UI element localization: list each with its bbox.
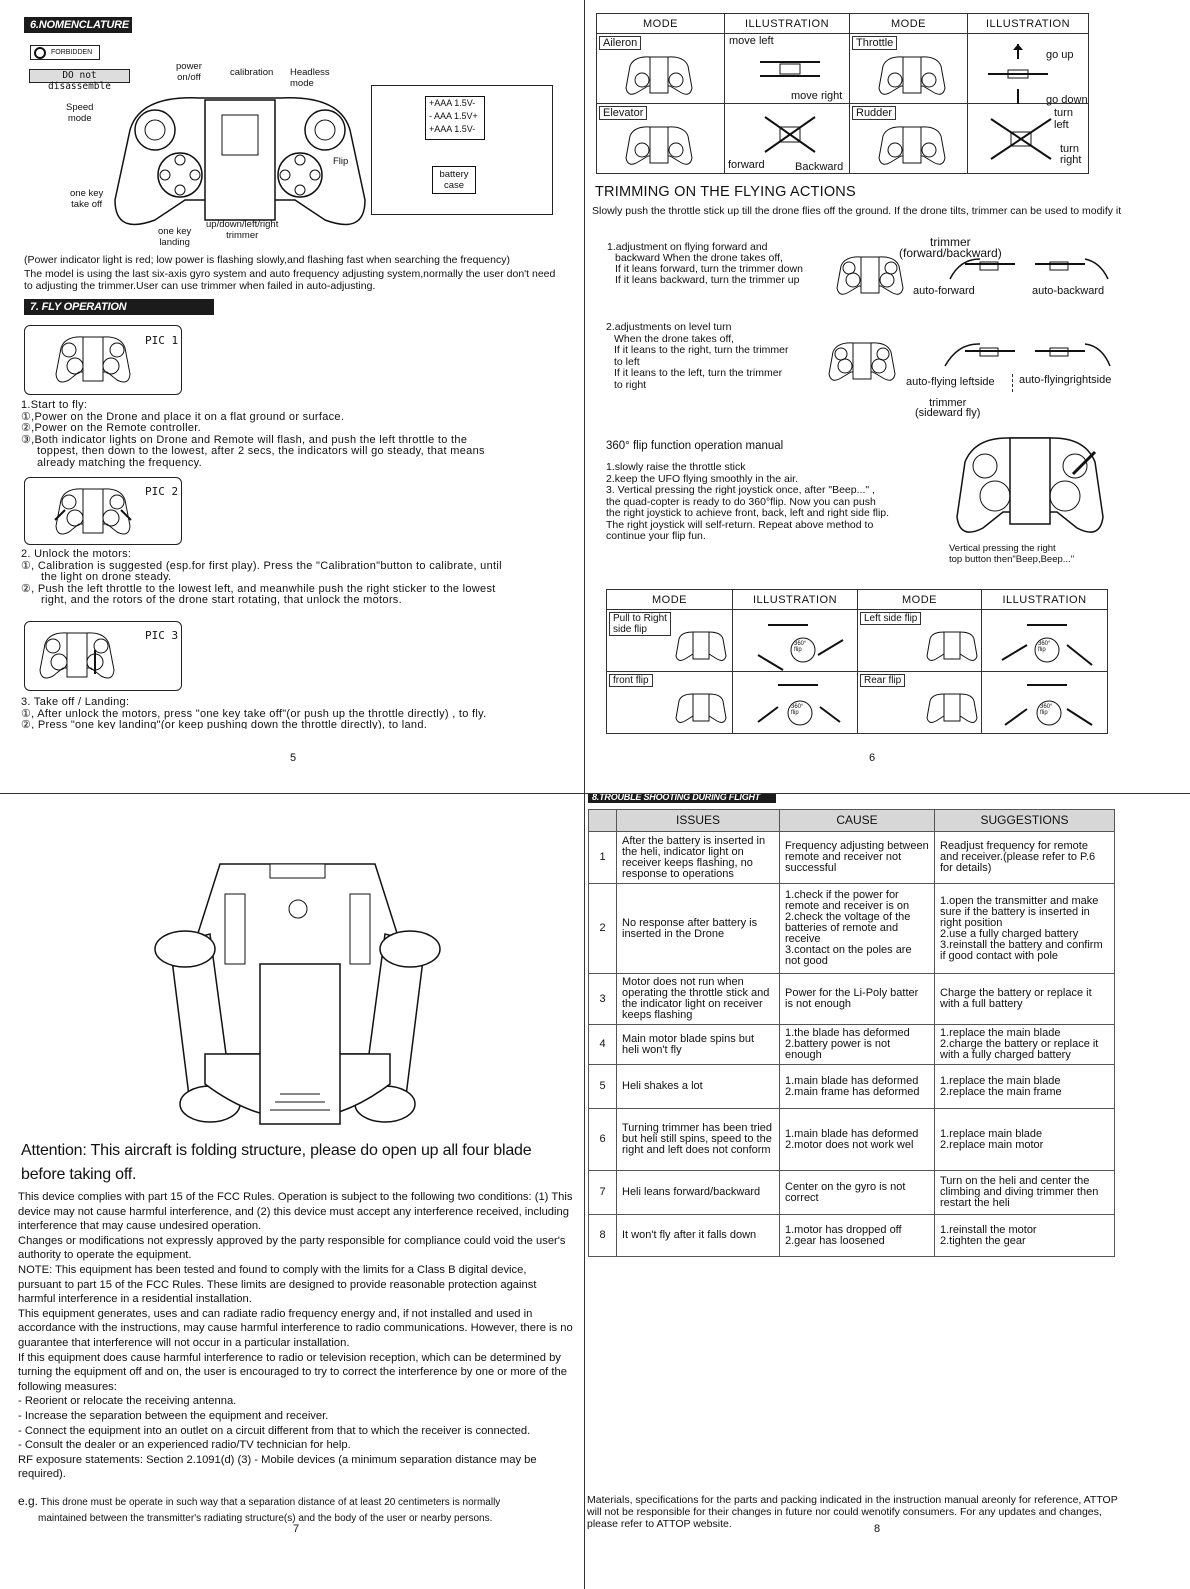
table-row xyxy=(589,1065,1115,1109)
fcc-statement xyxy=(18,1190,573,1482)
trimming-intro: Slowly push the throttle stick up till the drone flies off the ground. If the drone tilts, trimmer can be used to modify it xyxy=(592,205,1122,217)
mode-table xyxy=(596,13,1089,174)
flip-line: the quad-copter is ready to do 360°flip. Now you can push xyxy=(606,495,876,508)
nomenclature-heading: 6.NOMENCLATURE xyxy=(24,17,132,33)
do-not-disassemble-label: DO not disassemble xyxy=(29,69,130,83)
trim-2 xyxy=(606,322,836,391)
turn-right-label: turn right xyxy=(1060,143,1082,166)
page-number: 8 xyxy=(873,1523,881,1535)
illustration-header: ILLUSTRATION xyxy=(968,14,1089,34)
row-number: 6 xyxy=(589,1109,617,1171)
fcc-paragraph: - Consult the dealer or an experienced radio/TV technician for help. xyxy=(18,1439,351,1452)
flip-caption: Vertical pressing the right top button then"Beep,Beep..." xyxy=(949,543,1075,565)
auto-backward-label: auto-backward xyxy=(1032,285,1105,297)
mode-elevator xyxy=(597,104,725,174)
battery-diagram xyxy=(371,85,553,215)
mode-rudder xyxy=(850,104,968,174)
row-issue: After the battery is inserted in the heli, indicator light on receiver keeps flashing, no response to operations xyxy=(617,832,780,884)
trim-2-trimmer-label: trimmer (sideward fly) xyxy=(915,397,981,419)
table-row xyxy=(589,884,1115,974)
row-cause: 1.motor has dropped off 2.gear has loosened xyxy=(780,1215,935,1257)
flip-front-illustration xyxy=(733,672,858,734)
fcc-paragraph: NOTE: This equipment has been tested and found to comply with the limits for a Class B digital device, pursuant to part 15 of the FCC Rules. These limits are designed to provide reasonable protection against harmful interference in a residential installation. xyxy=(18,1263,537,1306)
row-cause: 1.main blade has deformed 2.main frame has deformed xyxy=(780,1065,935,1109)
move-left-label: move left xyxy=(729,35,774,47)
trim-2-line: If it leans to the right, turn the trimmer xyxy=(614,344,789,356)
mode-throttle xyxy=(850,34,968,104)
pic-1 xyxy=(24,325,182,395)
fcc-paragraph: RF exposure statements: Section 2.1091(d) (3) - Mobile devices (a minimum separation distance may be required). xyxy=(18,1453,537,1481)
label-flip: Flip xyxy=(333,156,349,167)
row-issue: It won't fly after it falls down xyxy=(617,1215,780,1257)
header-issues: ISSUES xyxy=(617,810,780,832)
table-row xyxy=(589,1171,1115,1215)
flip-line: continue your flip fun. xyxy=(606,530,706,542)
flip-badge: 360° flip xyxy=(1038,641,1051,653)
row-issue: Heli leans forward/backward xyxy=(617,1171,780,1215)
auto-forward-label: auto-forward xyxy=(913,285,975,297)
flip-line: 2.keep the UFO flying smoothly in the air. xyxy=(606,472,799,485)
move-right-label: move right xyxy=(791,90,843,102)
label-one-key-landing: one key landing xyxy=(158,226,192,248)
step-1-line: ①,Power on the Drone and place it on a flat ground or surface. xyxy=(21,410,345,423)
row-cause: 1.the blade has deformed 2.battery power is not enough xyxy=(780,1025,935,1065)
flip-table xyxy=(606,589,1108,734)
row-suggestion: 1.replace main blade 2.replace main motor xyxy=(935,1109,1115,1171)
flip-controller xyxy=(955,432,1105,542)
row-number: 4 xyxy=(589,1025,617,1065)
fcc-paragraph: Changes or modifications not expressly approved by the party responsible for compliance could void the user's authority to operate the equipment. xyxy=(18,1234,566,1262)
model-note: The model is using the last six-axis gyro system and auto frequency adjusting system,normally the user don't need to adjusting the trimmer.User can use trimmer when failed in auto-adjusting. xyxy=(24,268,556,292)
trim-1-drones xyxy=(940,254,1110,284)
rear-flip-tag: Rear flip xyxy=(860,674,905,687)
table-row xyxy=(589,832,1115,884)
illustration-header: ILLUSTRATION xyxy=(725,14,850,34)
step-2-line: right, and the rotors of the drone start rotating, that unlock the motors. xyxy=(41,594,402,606)
trim-2-line: 2.adjustments on level turn xyxy=(606,321,732,333)
elevator-illustration xyxy=(725,104,850,174)
eg-note xyxy=(18,1494,578,1508)
step-1 xyxy=(21,400,576,469)
elevator-tag: Elevator xyxy=(599,106,647,120)
left-flip-tag: Left side flip xyxy=(860,612,921,625)
auto-right-label: auto-flyingrightside xyxy=(1019,374,1112,386)
fcc-paragraph: - Increase the separation between the equipment and receiver. xyxy=(18,1409,329,1422)
trim-2-line: to right xyxy=(614,378,647,391)
step-3 xyxy=(21,697,576,729)
troubleshooting-table xyxy=(588,809,1115,1257)
battery-case-label: battery case xyxy=(432,166,476,194)
step-2 xyxy=(21,549,576,607)
aaa-2: - AAA 1.5V+ xyxy=(429,111,478,121)
fcc-paragraph: This equipment generates, uses and can radiate radio frequency energy and, if not installed and used in accordance with the instructions, may cause harmful interference to radio communications. However, there is no guarantee that interference will not occur in a particular installation. xyxy=(18,1307,573,1349)
row-number: 8 xyxy=(589,1215,617,1257)
pic-2 xyxy=(24,477,182,545)
step-1-line: already matching the frequency. xyxy=(37,456,203,469)
table-row xyxy=(589,1025,1115,1065)
rudder-illustration xyxy=(968,104,1089,174)
row-issue: No response after battery is inserted in the Drone xyxy=(617,884,780,974)
throttle-illustration xyxy=(968,34,1089,104)
aileron-tag: Aileron xyxy=(599,36,641,50)
row-cause: Frequency adjusting between remote and receiver not successful xyxy=(780,832,935,884)
forbidden-label: FORBIDDEN xyxy=(51,49,93,56)
attention-text: Attention: This aircraft is folding structure, please do open up all four blade before taking off. xyxy=(21,1142,532,1183)
flip-line: The right joystick will self-return. Repeat above method to xyxy=(606,518,874,531)
flip-rear-illustration xyxy=(982,672,1108,734)
illustration-header: ILLUSTRATION xyxy=(733,590,858,610)
flip-right-cell xyxy=(607,610,733,672)
trim-2-controller xyxy=(827,340,899,388)
drone-icon xyxy=(755,54,825,84)
troubleshooting-heading: 8.TROUBLE SHOOTING DURING FLIGHT xyxy=(588,794,776,803)
flip-line: the right joystick to achieve front, back, left and right side flip. xyxy=(606,507,890,519)
row-cause: Power for the Li-Poly batter is not enough xyxy=(780,974,935,1025)
step-1-line: ③,Both indicator lights on Drone and Remote will flash, and push the left throttle to the xyxy=(21,433,468,446)
battery-slot xyxy=(425,96,485,140)
row-issue: Motor does not run when operating the throttle stick and the indicator light on receiver keeps flashing xyxy=(617,974,780,1025)
trim-2-line: to left xyxy=(614,355,640,368)
step-1-title: 1.Start to fly: xyxy=(21,399,88,411)
flip-badge: 360° flip xyxy=(1040,704,1053,716)
flip-left-illustration xyxy=(982,610,1108,672)
page-5 xyxy=(0,0,585,794)
aaa-3: +AAA 1.5V- xyxy=(429,124,476,134)
pic-3 xyxy=(24,621,182,691)
step-3-line: ②, Press "one key landing"(or keep pushing down the throttle directly), to land. xyxy=(21,719,428,729)
flip-rear-cell xyxy=(858,672,982,734)
table-row xyxy=(589,1215,1115,1257)
flip-right-illustration xyxy=(733,610,858,672)
step-2-line: ①, Calibration is suggested (esp.for first play). Press the "Calibration"button to calibrate, until xyxy=(21,559,502,572)
step-1-line: toppest, then down to the lowest, after 2 secs, the indicators will go steady, that means xyxy=(37,445,485,457)
row-number: 3 xyxy=(589,974,617,1025)
fcc-paragraph: This device complies with part 15 of the FCC Rules. Operation is subject to the following two conditions: (1) This device may not cause harmful interference, and (2) this device must accept any interference received, including interference that may cause undesired operation. xyxy=(18,1191,573,1233)
right-flip-tag: Pull to Right side flip xyxy=(609,612,671,636)
row-number: 1 xyxy=(589,832,617,884)
step-2-line: ②, Push the left throttle to the lowest left, and meanwhile push the right sticker to the lowest xyxy=(21,582,496,595)
row-suggestion: Readjust frequency for remote and receiver.(please refer to P.6 for details) xyxy=(935,832,1115,884)
row-suggestion: Charge the battery or replace it with a full battery xyxy=(935,974,1115,1025)
eg-prefix: e.g. xyxy=(18,1494,39,1508)
header-cause: CAUSE xyxy=(780,810,935,832)
row-issue: Heli shakes a lot xyxy=(617,1065,780,1109)
header-suggestions: SUGGESTIONS xyxy=(935,810,1115,832)
throttle-tag: Throttle xyxy=(852,36,897,50)
footer-note: Materials, specifications for the parts and packing indicated in the instruction manual areonly for reference, ATTOP will not be responsible for their changes in future nor could wenotify consumers. For any updates and changes, please refer to ATTOP website. xyxy=(587,1494,1118,1530)
row-suggestion: 1.open the transmitter and make sure if the battery is inserted in right position 2.use a fully charged battery 3.reinstall the battery and confirm if good contact with pole xyxy=(935,884,1115,974)
front-flip-tag: front flip xyxy=(609,674,653,687)
flip-title: 360° flip function operation manual xyxy=(606,440,784,452)
label-headless: Headless mode xyxy=(290,67,330,89)
turn-left-label: turn left xyxy=(1054,107,1073,131)
pic-3-label: PIC 3 xyxy=(145,629,179,642)
row-suggestion: 1.replace the main blade 2.replace the main frame xyxy=(935,1065,1115,1109)
trim-1-line: backward When the drone takes off, xyxy=(615,252,783,264)
rudder-tag: Rudder xyxy=(852,106,896,120)
row-cause: 1.main blade has deformed 2.motor does not work wel xyxy=(780,1109,935,1171)
trim-1-controller xyxy=(835,254,907,302)
power-note: (Power indicator light is red; low power is flashing slowly,and flashing fast when searching the frequency) xyxy=(24,254,510,266)
table-row xyxy=(589,1109,1115,1171)
label-power: power on/off xyxy=(176,61,202,83)
mode-header: MODE xyxy=(597,14,725,34)
page-6 xyxy=(585,0,1190,794)
trim-1-line: If it leans backward, turn the trimmer up xyxy=(615,274,800,286)
row-number: 7 xyxy=(589,1171,617,1215)
go-up-label: go up xyxy=(1046,49,1074,61)
go-down-label: go down xyxy=(1046,94,1088,106)
trim-1-line: 1.adjustment on flying forward and xyxy=(607,241,768,253)
step-1-line: ②,Power on the Remote controller. xyxy=(21,422,201,434)
row-cause: 1.check if the power for remote and receiver is on 2.check the voltage of the batteries of remote and receive 3.contact on the poles are not good xyxy=(780,884,935,974)
page-number: 6 xyxy=(868,752,876,764)
illustration-header: ILLUSTRATION xyxy=(982,590,1108,610)
forbidden-icon xyxy=(34,47,46,59)
flip-line: 1.slowly raise the throttle stick xyxy=(606,461,746,473)
trim-2-line: When the drone takes off, xyxy=(614,332,735,345)
trim-1 xyxy=(607,242,837,286)
mode-header: MODE xyxy=(858,590,982,610)
row-cause: Center on the gyro is not correct xyxy=(780,1171,935,1215)
row-number: 5 xyxy=(589,1065,617,1109)
step-3-title: 3. Take off / Landing: xyxy=(21,697,130,708)
controller-diagram xyxy=(110,90,370,240)
page-number: 5 xyxy=(289,752,297,764)
row-suggestion: Turn on the heli and center the climbing and diving trimmer then restart the heli xyxy=(935,1171,1115,1215)
page-8 xyxy=(585,794,1190,1589)
flip-badge: 360° flip xyxy=(794,641,807,653)
row-suggestion: 1.reinstall the motor 2.tighten the gear xyxy=(935,1215,1115,1257)
fcc-paragraph: - Reorient or relocate the receiving antenna. xyxy=(18,1395,237,1408)
step-2-line: the light on drone steady. xyxy=(41,571,172,583)
table-row xyxy=(589,974,1115,1025)
pic-2-label: PIC 2 xyxy=(145,485,179,498)
page-number: 7 xyxy=(292,1523,300,1535)
trimming-title: TRIMMING ON THE FLYING ACTIONS xyxy=(595,184,856,200)
folded-drone-drawing xyxy=(150,854,445,1144)
mode-header: MODE xyxy=(850,14,968,34)
fcc-paragraph: If this equipment does cause harmful interference to radio or television reception, which can be determined by turning the equipment off and on, the user is encouraged to try to correct the interference by one or more of the following measures: xyxy=(18,1351,567,1393)
eg-text: This drone must be operate in such way that a separation distance of at least 20 centimeters is normally xyxy=(40,1497,501,1508)
label-speed: Speed mode xyxy=(66,102,94,124)
step-3-line: ①, After unlock the motors, press "one key take off"(or push up the throttle directly) , to fly. xyxy=(21,707,487,720)
trim-2-line: If it leans to the left, turn the trimmer xyxy=(614,367,783,379)
trim-2-drones xyxy=(940,338,1115,370)
eg-note-2: maintained between the transmitter's radiating structure(s) and the body of the user or nearby persons. xyxy=(38,1513,493,1524)
trim-1-trimmer-label: trimmer (forward/backward) xyxy=(899,235,1002,260)
label-trimmer: up/down/left/right trimmer xyxy=(206,219,279,241)
label-calibration: calibration xyxy=(230,67,274,78)
forbidden-badge xyxy=(30,45,100,60)
trim-2-divider xyxy=(1012,374,1013,392)
pic-1-label: PIC 1 xyxy=(145,334,179,347)
step-2-title: 2. Unlock the motors: xyxy=(21,548,132,560)
row-number: 2 xyxy=(589,884,617,974)
flip-line: 3. Vertical pressing the right joystick once, after "Beep..." , xyxy=(606,484,875,496)
row-issue: Main motor blade spins but heli won't fly xyxy=(617,1025,780,1065)
auto-left-label: auto-flying leftside xyxy=(906,376,995,388)
row-issue: Turning trimmer has been tried but heli still spins, speed to the right and left does not conform xyxy=(617,1109,780,1171)
flip-left-cell xyxy=(858,610,982,672)
flip-badge: 360° flip xyxy=(791,704,804,716)
aileron-illustration xyxy=(725,34,850,104)
row-suggestion: 1.replace the main blade 2.charge the battery or replace it with a fully charged battery xyxy=(935,1025,1115,1065)
flip-front-cell xyxy=(607,672,733,734)
mode-aileron xyxy=(597,34,725,104)
backward-label: Backward xyxy=(795,161,844,173)
fcc-paragraph: - Connect the equipment into an outlet on a circuit different from that to which the receiver is connected. xyxy=(18,1424,531,1437)
fly-operation-heading: 7. FLY OPERATION xyxy=(24,299,214,315)
flip-steps xyxy=(606,462,936,543)
label-one-key-takeoff: one key take off xyxy=(70,188,104,210)
forward-label: forward xyxy=(728,159,765,171)
trim-1-line: If it leans forward, turn the trimmer down xyxy=(615,263,803,275)
aaa-1: +AAA 1.5V- xyxy=(429,98,476,108)
page-7 xyxy=(0,794,585,1589)
header-number xyxy=(589,810,617,832)
mode-header: MODE xyxy=(607,590,733,610)
